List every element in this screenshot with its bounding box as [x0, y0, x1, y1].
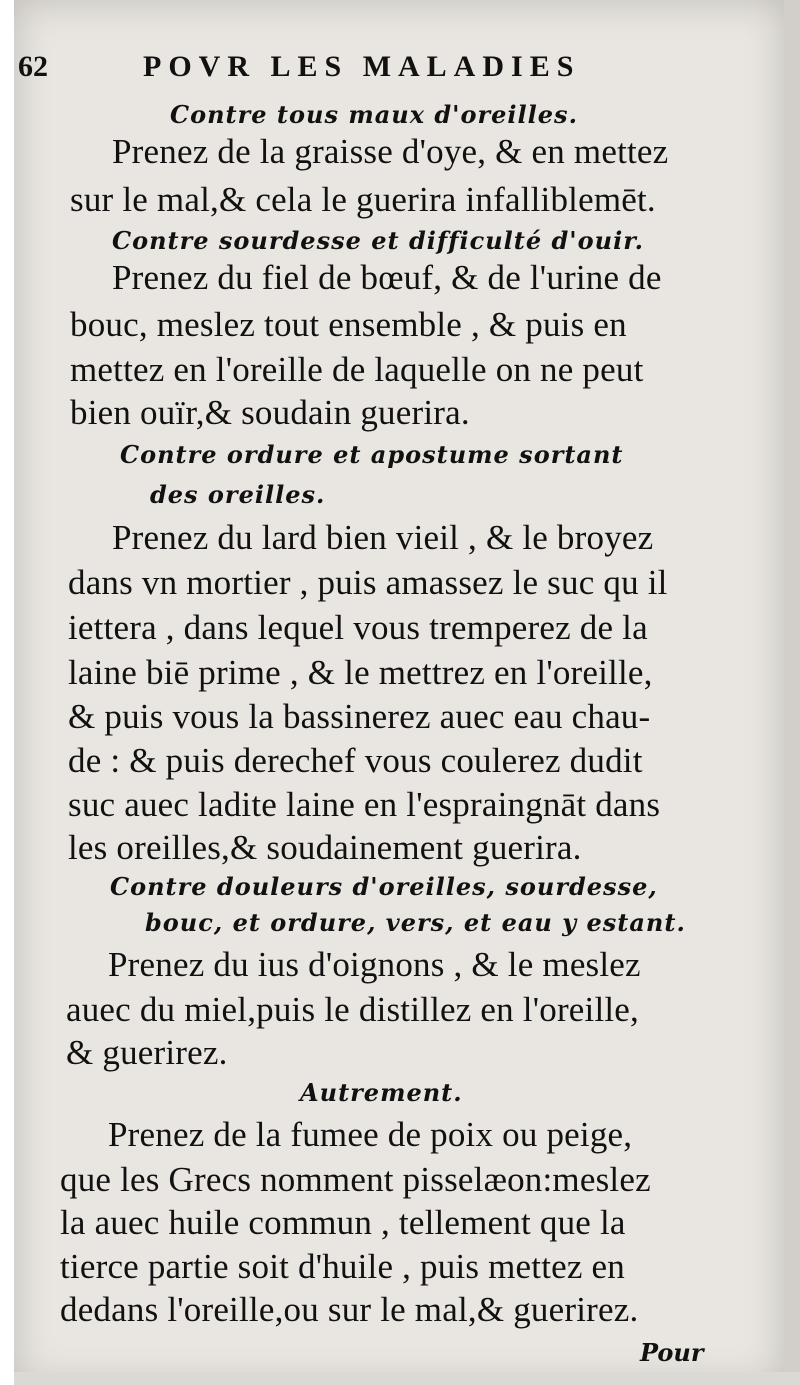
text-line: & guerirez. — [66, 1033, 228, 1072]
text-line: iettera , dans lequel vous tremperez de la — [68, 608, 648, 647]
text-line: & puis vous la bassinerez auec eau chau- — [68, 697, 651, 736]
section-heading: Contre douleurs d'oreilles, sourdesse, — [110, 872, 658, 901]
text-line: Prenez de la fumee de poix ou peige, — [108, 1115, 633, 1154]
text-line: dedans l'oreille,ou sur le mal,& guerirez. — [60, 1290, 639, 1329]
text-line: bouc, meslez tout ensemble , & puis en — [70, 305, 627, 344]
text-line: laine biē prime , & le mettrez en l'oreille, — [68, 653, 653, 692]
text-line: de : & puis derechef vous coulerez dudit — [68, 741, 643, 780]
catchword: Pour — [640, 1338, 704, 1367]
section-heading: Contre sourdesse et difficulté d'ouir. — [112, 226, 644, 255]
text-line: la auec huile commun , tellement que la — [60, 1203, 626, 1242]
text-line: dans vn mortier , puis amassez le suc qu il — [68, 563, 668, 602]
text-line: mettez en l'oreille de laquelle on ne peut — [70, 350, 644, 389]
text-line: les oreilles,& soudainement guerira. — [68, 828, 582, 867]
section-heading: des oreilles. — [150, 480, 326, 509]
page-number: 62 — [18, 50, 48, 83]
text-line: Prenez du fiel de bœuf, & de l'urine de — [112, 258, 662, 297]
section-heading: Contre tous maux d'oreilles. — [170, 100, 578, 129]
text-line: Prenez de la graisse d'oye, & en mettez — [112, 132, 669, 171]
section-heading: Autrement. — [300, 1078, 463, 1107]
running-header: POVR LES MALADIES — [143, 50, 581, 83]
text-line: Prenez du ius d'oignons , & le meslez — [108, 945, 641, 984]
text-line: auec du miel,puis le distillez en l'oreille, — [66, 990, 639, 1029]
text-line: sur le mal,& cela le guerira infalliblemēt. — [70, 180, 656, 219]
text-line: Prenez du lard bien vieil , & le broyez — [112, 518, 654, 557]
page-bottom-edge — [14, 1372, 800, 1385]
section-heading: bouc, et ordure, vers, et eau y estant. — [145, 908, 686, 937]
page-edge — [784, 0, 800, 1385]
text-line: tierce partie soit d'huile , puis mettez en — [60, 1247, 625, 1286]
section-heading: Contre ordure et apostume sortant — [120, 440, 624, 469]
text-line: bien ouïr,& soudain guerira. — [70, 393, 470, 432]
text-line: que les Grecs nomment pisselæon:meslez — [60, 1160, 651, 1199]
text-line: suc auec ladite laine en l'espraingnāt dans — [68, 785, 661, 824]
